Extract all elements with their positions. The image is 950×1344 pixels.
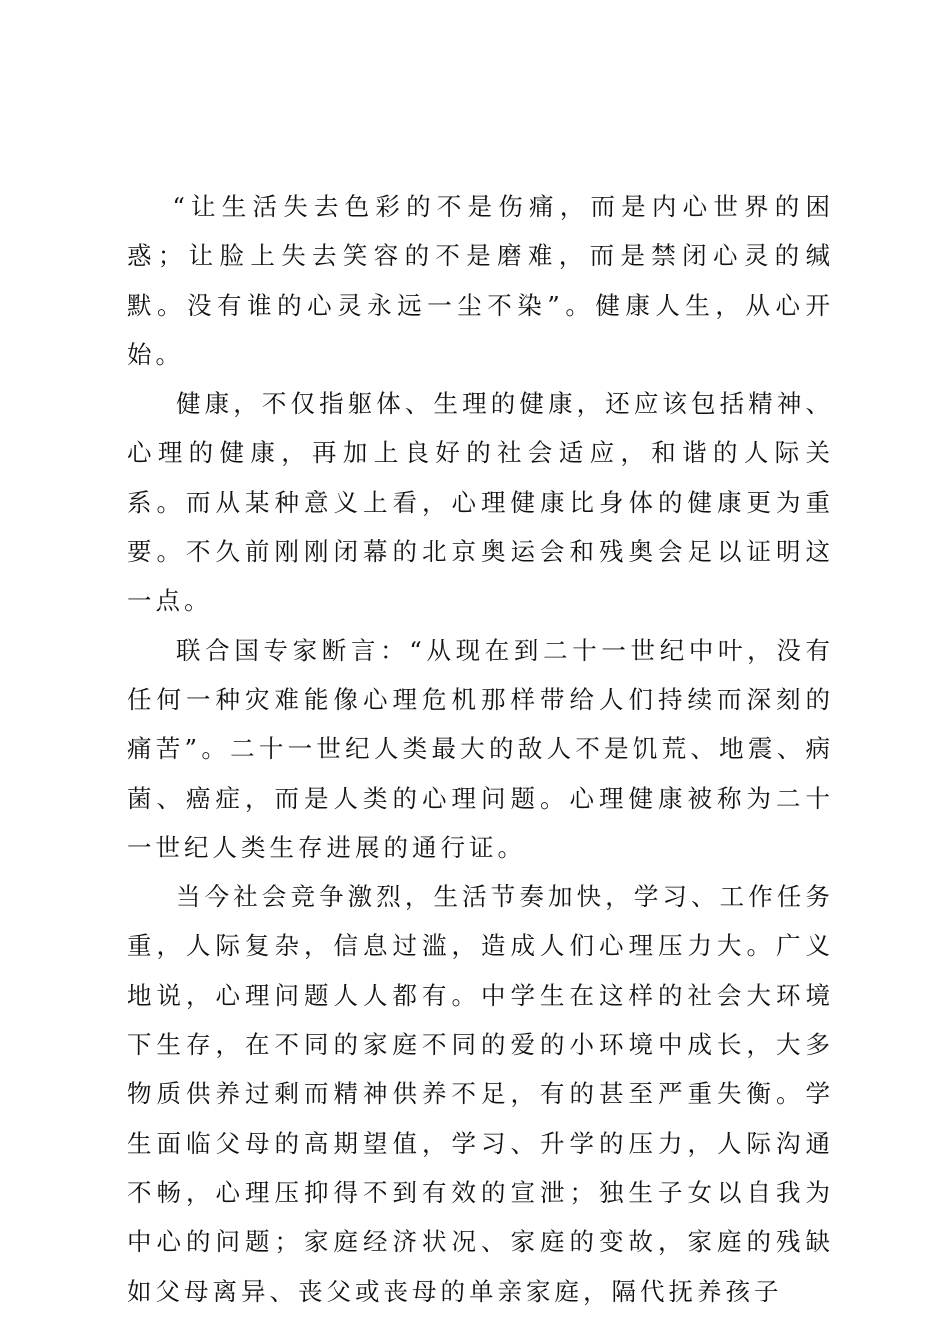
paragraph-2: 健康，不仅指躯体、生理的健康，还应该包括精神、心理的健康，再加上良好的社会适应，和谐的人际关系。而从某种意义上看，心理健康比身体的健康更为重要。不久前刚刚闭幕的北京奥运会和残奥会足以证明这一点。 <box>127 389 834 616</box>
paragraph-3: 联合国专家断言：“从现在到二十一世纪中叶，没有任何一种灾难能像心理危机那样带给人们持续而深刻的痛苦”。二十一世纪人类最大的敌人不是饥荒、地震、病菌、癌症，而是人类的心理问题。心理健康被称为二十一世纪人类生存进展的通行证。 <box>127 635 834 862</box>
paragraph-4: 当今社会竞争激烈，生活节奏加快，学习、工作任务重，人际复杂，信息过滥，造成人们心理压力大。广义地说，心理问题人人都有。中学生在这样的社会大环境下生存，在不同的家庭不同的爱的小环境中成长，大多物质供养过剩而精神供养不足，有的甚至严重失衡。学生面临父母的高期望值，学习、升学的压力，人际沟通不畅，心理压抑得不到有效的宣泄；独生子女以自我为中心的问题；家庭经济状况、家庭的变故，家庭的残缺如父母离异、丧父或丧母的单亲家庭，隔代抚养孩子 <box>127 882 834 1306</box>
paragraph-1: “让生活失去色彩的不是伤痛，而是内心世界的困惑；让脸上失去笑容的不是磨难，而是禁闭心灵的缄默。没有谁的心灵永远一尘不染”。健康人生，从心开始。 <box>127 192 834 369</box>
document-body <box>127 182 834 1316</box>
